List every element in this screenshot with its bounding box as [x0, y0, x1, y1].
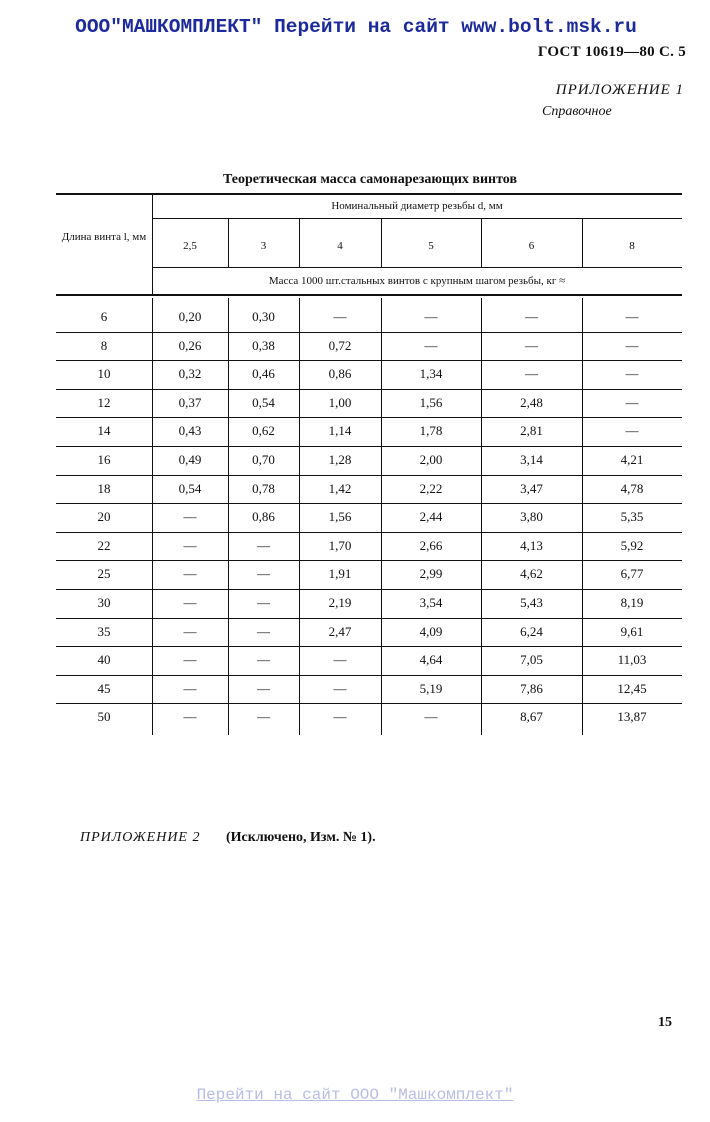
table-title: Теоретическая масса самонарезающих винтов	[222, 172, 518, 187]
row-rule	[56, 475, 682, 476]
mass-cell: —	[183, 509, 197, 525]
table-top-rule	[56, 193, 682, 195]
mass-cell: 3,14	[520, 452, 543, 467]
mass-cell: —	[257, 566, 270, 582]
mass-cell: 4,62	[520, 566, 543, 582]
row-rule	[56, 675, 682, 676]
mass-cell: 2,00	[419, 452, 443, 467]
mass-cell: —	[333, 652, 347, 668]
mass-cell: 0,70	[252, 452, 275, 467]
length-cell: 10	[97, 366, 111, 382]
header-rule	[152, 218, 682, 219]
mass-cell: —	[257, 595, 270, 610]
length-cell: 22	[97, 537, 111, 553]
mass-cell: 0,78	[252, 480, 275, 496]
mass-cell: —	[424, 337, 438, 353]
mass-cell: 5,19	[419, 680, 443, 696]
mass-cell: —	[333, 709, 347, 725]
mass-cell: —	[183, 595, 197, 610]
mass-cell: 12,45	[617, 680, 647, 696]
mass-cell: 3,80	[520, 509, 543, 525]
mass-cell: —	[525, 309, 538, 324]
column-rule	[582, 218, 583, 267]
mass-cell: 4,64	[419, 652, 443, 668]
mass-cell: 2,66	[419, 537, 443, 553]
mass-cell: —	[257, 537, 270, 553]
mass-cell: 5,92	[620, 537, 644, 553]
mass-cell: 0,72	[328, 337, 352, 353]
mass-cell: 0,38	[252, 337, 275, 353]
appendix-1-title: ПРИЛОЖЕНИЕ 1	[555, 82, 684, 98]
mass-cell: 1,14	[328, 423, 352, 439]
mass-cell: 0,86	[252, 509, 275, 525]
mass-cell: 2,22	[419, 480, 443, 496]
mass-cell: 1,42	[328, 480, 352, 496]
mass-cell: —	[257, 680, 270, 696]
length-cell: 50	[97, 709, 111, 725]
mass-cell: —	[257, 709, 270, 725]
mass-cell: 1,00	[328, 394, 352, 410]
mass-cell: —	[525, 366, 538, 382]
mass-cell: —	[183, 652, 197, 668]
length-cell: 30	[97, 595, 111, 610]
mass-cell: 3,47	[520, 480, 543, 496]
mass-cell: 1,70	[328, 537, 352, 553]
mass-cell: 1,56	[419, 394, 443, 410]
mass-cell: 4,13	[520, 537, 543, 553]
mass-cell: 0,46	[252, 366, 275, 382]
mass-cell: —	[333, 680, 347, 696]
diameter-cell: 8	[629, 240, 635, 252]
length-cell: 25	[97, 566, 111, 582]
mass-cell: 3,54	[419, 595, 443, 610]
standard-number: ГОСТ 10619—80 С. 5	[537, 44, 686, 60]
mass-cell: 8,67	[520, 709, 543, 725]
mass-cell: 0,20	[178, 309, 202, 324]
mass-cell: 7,86	[520, 680, 543, 696]
mass-cell: 0,30	[252, 309, 275, 324]
mass-cell: 0,62	[252, 423, 275, 439]
appendix-2-note: (Исключено, Изм. № 1).	[225, 830, 376, 845]
length-cell: 18	[97, 480, 111, 496]
mass-cell: 1,56	[328, 509, 352, 525]
mass-cell: 0,26	[178, 337, 202, 353]
row-rule	[56, 589, 682, 590]
length-cell: 8	[100, 337, 108, 353]
mass-cell: —	[625, 366, 639, 382]
mass-cell: 6,24	[520, 623, 543, 639]
mass-cell: 2,99	[419, 566, 443, 582]
appendix-2	[80, 830, 376, 846]
mass-cell: 0,32	[178, 366, 202, 382]
mass-cell: 8,19	[620, 595, 644, 610]
mass-cell: 1,78	[419, 423, 443, 439]
mass-cell: 5,43	[520, 595, 543, 610]
mass-cell: —	[183, 680, 197, 696]
appendix-1-subtitle: Справочное	[542, 104, 612, 119]
site-link-footer[interactable]: Перейти на сайт ООО "Машкомплект"	[196, 1086, 514, 1104]
mass-cell: 1,91	[328, 566, 352, 582]
page-number: 15	[658, 1015, 672, 1030]
column-rule	[481, 218, 482, 267]
length-cell: 12	[97, 394, 111, 410]
column-rule	[152, 193, 153, 294]
mass-cell: 0,43	[178, 423, 202, 439]
mass-cell: 1,34	[419, 366, 443, 382]
row-rule	[56, 389, 682, 390]
header-rule	[152, 267, 682, 268]
header-bottom-rule	[56, 294, 682, 296]
mass-cell: 2,48	[520, 394, 543, 410]
column-rule	[381, 218, 382, 267]
mass-cell: 2,47	[328, 623, 352, 639]
diameter-cell: 6	[528, 240, 535, 252]
mass-cell: 0,54	[178, 480, 202, 496]
mass-cell: 1,28	[328, 452, 352, 467]
length-cell: 45	[97, 680, 111, 696]
mass-cell: 0,54	[252, 394, 275, 410]
row-header-label: Длина винта l, мм	[61, 231, 147, 243]
mass-cell: —	[625, 309, 639, 324]
diameter-cell: 5	[428, 240, 434, 252]
mass-header: Масса 1000 шт.стальных винтов с крупным шагом резьбы, кг ≈	[268, 275, 566, 287]
mass-cell: 4,21	[620, 452, 644, 467]
diameter-cell: 3	[260, 240, 267, 252]
mass-cell: —	[183, 537, 197, 553]
mass-cell: —	[525, 337, 538, 353]
row-rule	[56, 360, 682, 361]
mass-cell: —	[625, 337, 639, 353]
row-rule	[56, 503, 682, 504]
mass-cell: 7,05	[520, 652, 543, 668]
mass-cell: 13,87	[617, 709, 647, 725]
mass-cell: —	[257, 623, 270, 639]
row-rule	[56, 332, 682, 333]
mass-cell: —	[625, 423, 639, 439]
column-rule	[228, 218, 229, 267]
row-rule	[56, 646, 682, 647]
mass-cell: 6,77	[620, 566, 644, 582]
row-rule	[56, 703, 682, 704]
mass-cell: 9,61	[620, 623, 644, 639]
mass-cell: —	[424, 309, 438, 324]
mass-cell: 2,19	[328, 595, 352, 610]
mass-cell: —	[424, 709, 438, 725]
mass-cell: —	[257, 652, 270, 668]
mass-cell: 11,03	[617, 652, 647, 668]
row-rule	[56, 446, 682, 447]
length-cell: 40	[97, 652, 111, 668]
row-rule	[56, 532, 682, 533]
mass-cell: —	[183, 709, 197, 725]
site-link-header[interactable]: ООО"МАШКОМПЛЕКТ" Перейти на сайт www.bolt.msk.ru	[75, 16, 637, 38]
mass-cell: 2,44	[419, 509, 443, 525]
length-cell: 14	[97, 423, 111, 439]
diameter-header: Номинальный диаметр резьбы d, мм	[331, 200, 503, 212]
row-rule	[56, 618, 682, 619]
mass-cell: —	[183, 623, 197, 639]
mass-cell: —	[333, 309, 347, 324]
row-rule	[56, 560, 682, 561]
mass-cell: 2,81	[520, 423, 543, 439]
mass-cell: 0,37	[178, 394, 202, 410]
mass-cell: —	[183, 566, 197, 582]
column-rule	[299, 218, 300, 267]
mass-cell: 0,49	[178, 452, 202, 467]
mass-cell: —	[625, 394, 639, 410]
length-cell: 16	[97, 452, 111, 467]
length-cell: 6	[100, 309, 108, 324]
diameter-cell: 4	[337, 240, 343, 252]
mass-cell: 5,35	[620, 509, 644, 525]
mass-cell: 0,86	[328, 366, 352, 382]
row-rule	[56, 417, 682, 418]
diameter-cell: 2,5	[183, 240, 197, 252]
mass-cell: 4,78	[620, 480, 644, 496]
length-cell: 20	[97, 509, 111, 525]
length-cell: 35	[97, 623, 111, 639]
mass-cell: 4,09	[419, 623, 443, 639]
appendix-2-title: ПРИЛОЖЕНИЕ 2	[80, 830, 201, 845]
